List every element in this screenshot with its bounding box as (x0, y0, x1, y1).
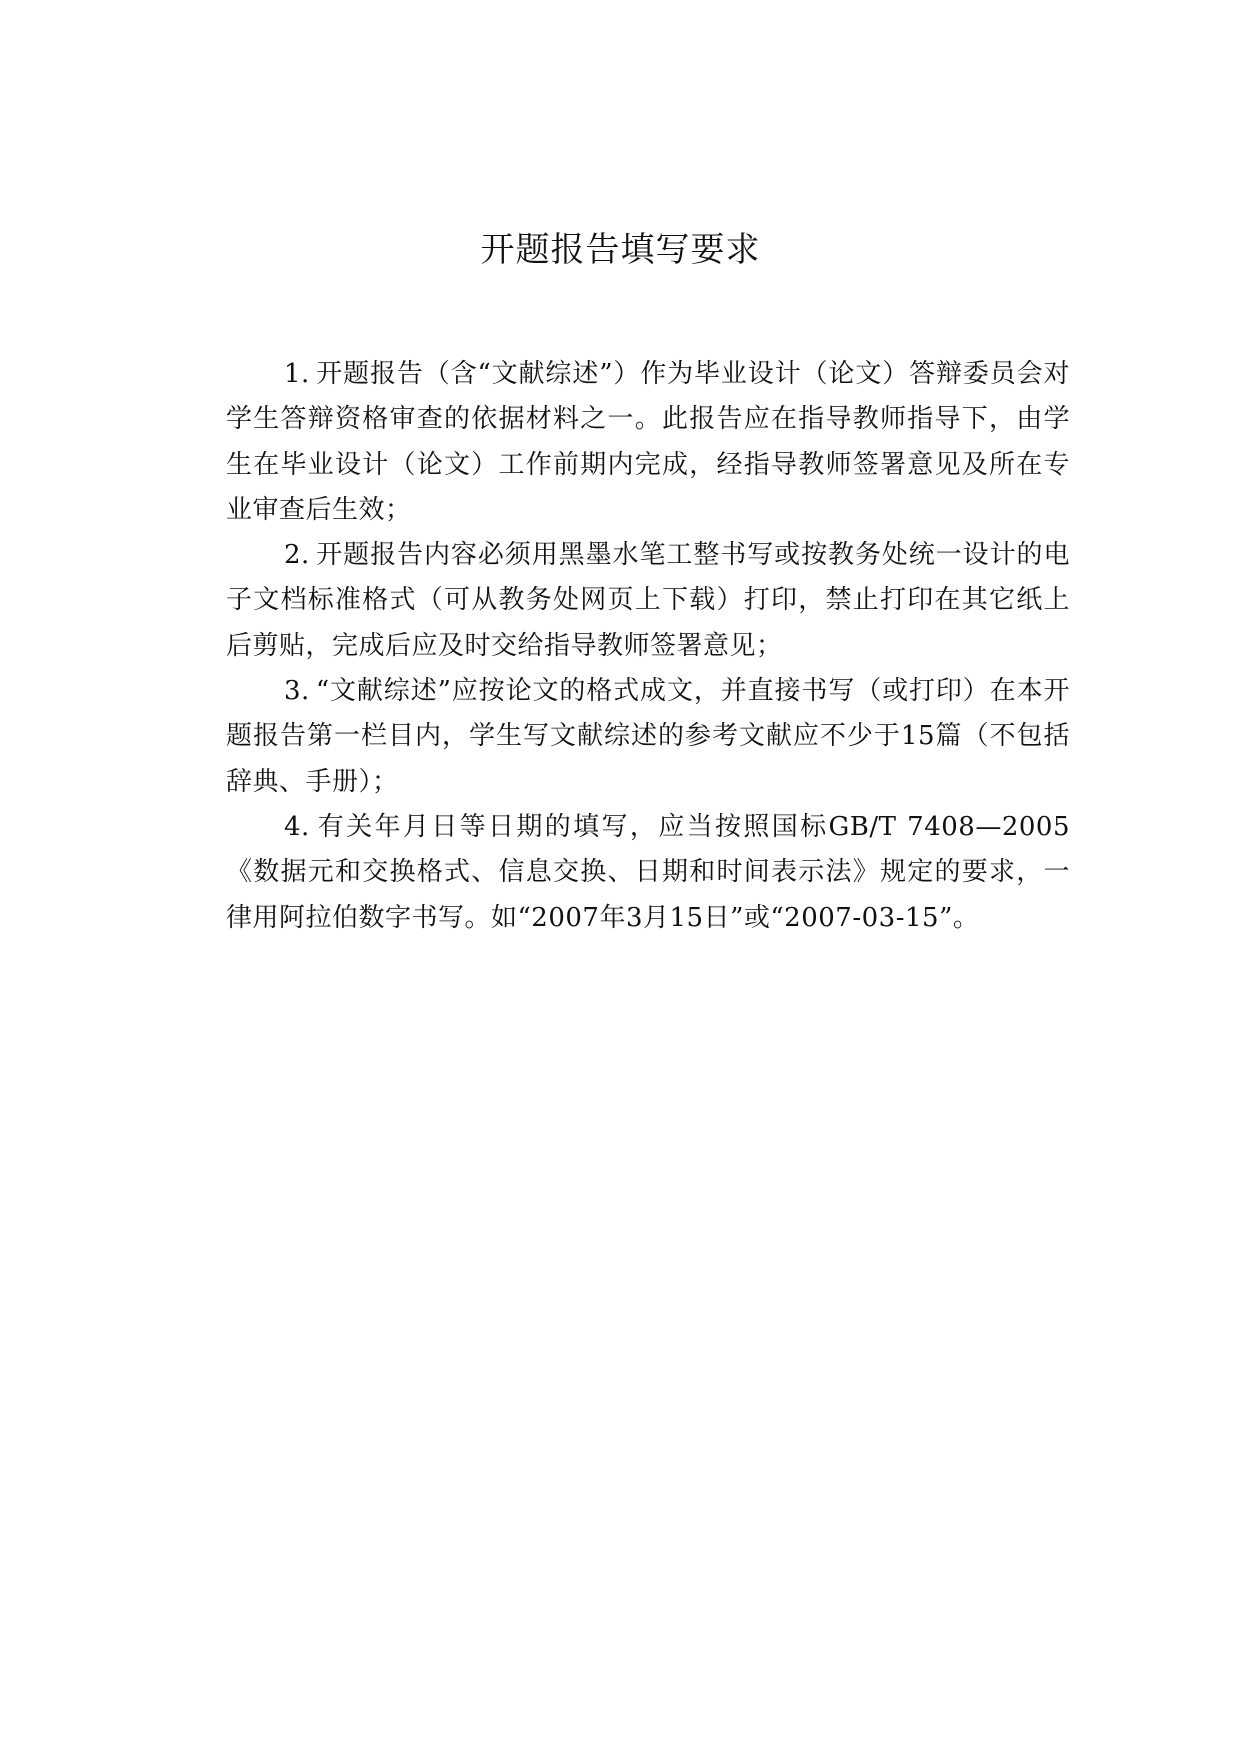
item-number: 4. (284, 811, 310, 842)
requirements-list (226, 352, 1070, 941)
requirement-item-3 (226, 669, 1070, 805)
item-number: 2. (284, 540, 310, 571)
requirement-item-4 (226, 805, 1070, 941)
item-text: 开题报告（含“文献综述”）作为毕业设计（论文）答辩委员会对学生答辩资格审查的依据材料之一。此报告应在指导教师指导下，由学生在毕业设计（论文）工作前期内完成，经指导教师签署意见及所在专业审查后生效； (226, 359, 1070, 525)
requirement-item-1 (226, 352, 1070, 533)
item-text: 开题报告内容必须用黑墨水笔工整书写或按教务处统一设计的电子文档标准格式（可从教务处网页上下载）打印，禁止打印在其它纸上后剪贴，完成后应及时交给指导教师签署意见； (226, 540, 1070, 661)
item-text: 有关年月日等日期的填写，应当按照国标GB/T 7408—2005《数据元和交换格式、信息交换、日期和时间表示法》规定的要求，一律用阿拉伯数字书写。如“2007年3月15日”或“2007-03-15”。 (226, 811, 1070, 933)
requirement-item-2 (226, 533, 1070, 669)
page-title: 开题报告填写要求 (480, 230, 761, 270)
item-text: “文献综述”应按论文的格式成文，并直接书写（或打印）在本开题报告第一栏目内，学生写文献综述的参考文献应不少于15篇（不包括辞典、手册）； (226, 676, 1070, 797)
item-number: 3. (284, 676, 310, 707)
item-number: 1. (284, 359, 310, 389)
